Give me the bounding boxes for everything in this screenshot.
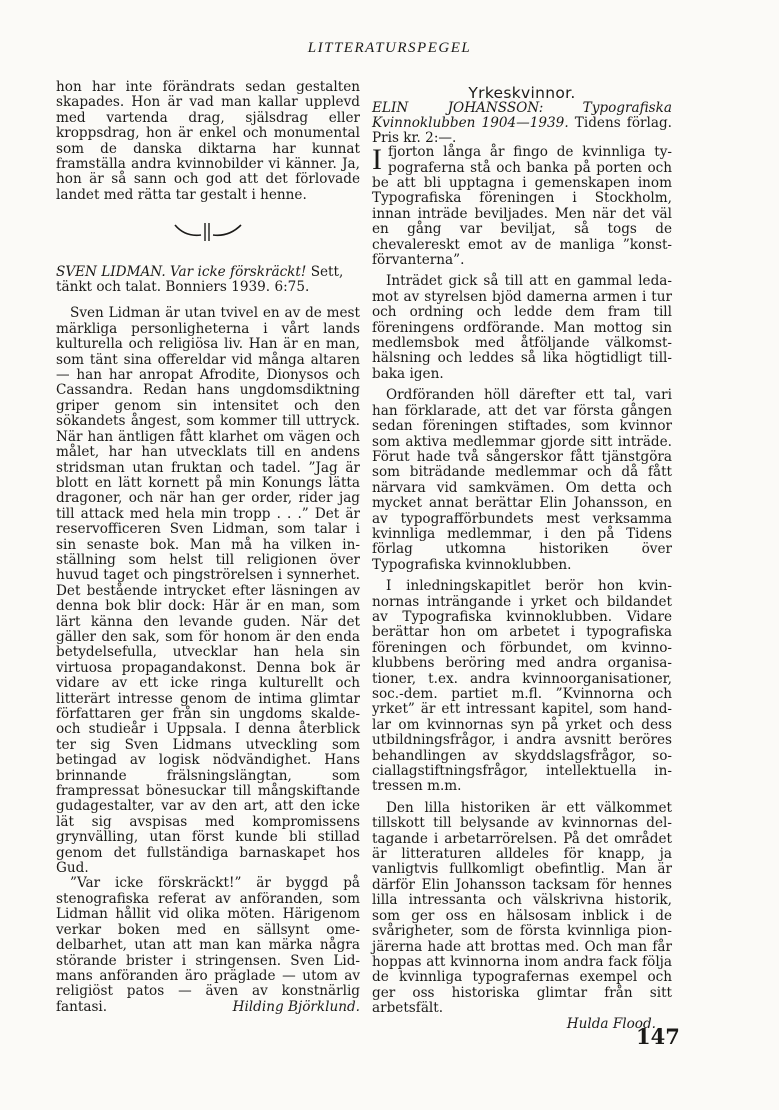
drop-cap: I [372, 143, 382, 177]
review-paragraph: I inledningskapitlet berör hon kvinnornas inträngande i yrket och bildandet av Typografiska kvinnoklubben. Vidare berättar hon om arbetet i typografiska föreningen och förbundet, om kvinnoklubbens beröring med andra organisationer, t.ex. andra kvinnoorganisationer, soc.-dem. partiet m.fl. ”Kvinnorna och yrket” är ett intressant kapitel, som handlar om kvinnornas syn på yrket och dess utbildningsfrågor, i andra avsnitt beröres behandlingen av skyddslagsfrågor, sociallagstiftningsfrågor, intellektuella intressen m.m. [372, 578, 672, 795]
review-paragraph: Den lilla historiken är ett välkommet tillskott till belysande av kvinnornas deltagande i arbetarrörelsen. På det området är litteraturen alldeles för knapp, ja vanligtvis fullkomligt obefintlig. Man är därför Elin Johansson tacksam för hennes lilla intressanta och välskrivna historik, som ger oss en hälsosam inblick i de svårigheter, som de första kvinnliga pionjärerna hade att brottas med. Och man får hoppas att kvinnorna inom andra fack följa de kvinnliga typografernas exempel och ger oss historiska glimtar från sitt arbetsfält. [372, 799, 672, 1017]
continuation-paragraph: hon har inte förändrats sedan gestalten skapades. Hon är vad man kallar upplevd med vartenda drag, själsdrag eller kroppsdrag, hon är enkel och monumental som de danska diktarna har kunnat framställa andra kvinnobilder vi känner. Ja, hon är så sann och god att det förlovade landet med rätta tar gestalt i henne. [56, 79, 360, 203]
right-column [372, 86, 672, 1032]
section-divider-ornament [171, 215, 245, 243]
review-signature: Hulda Flood. [566, 1015, 656, 1032]
left-column [56, 80, 360, 1015]
review-paragraph [372, 145, 672, 268]
review-paragraph: Ordföranden höll därefter ett tal, vari han förklarade, att det var första gången sedan föreningen stiftades, som kvinnor som aktiva medlemmar gjorde sitt inträde. Förut hade två sångerskor fått tjänstgöra som biträdande medlemmar och då fått närvara vid samkvämen. Om detta och mycket annat berättar Elin Johansson, en av typografförbundets mest verksamma kvinnliga medlemmar, i den på Tidens förlag utkomna historiken över Typografiska kvinnoklubben. [372, 387, 672, 573]
page-number: 147 [636, 1024, 680, 1049]
review-book-title: Var icke förskräckt! [169, 264, 307, 281]
review-book-title: Typografiska Kvinnoklubben 1904—1939. [372, 100, 672, 131]
review-paragraph: Inträdet gick så till att en gammal ledamot av styrelsen bjöd damerna armen i tur och ordning och ledde dem fram till föreningens ordförande. Man mottog sin medlemsbok med åtföljande välkomsthälsning och leddes så lika högtidligt tillbaka igen. [372, 273, 672, 382]
review-heading [56, 265, 360, 294]
running-header: LITTERATURSPEGEL [307, 40, 472, 56]
review-signature: Hilding Björklund. [232, 998, 360, 1015]
review-paragraph-text: fjorton långa år fingo de kvinnliga typograferna stå och banka på porten och be att bli upptagna i gemenskapen inom Typografiska föreningen i Stockholm, innan inträde beviljades. Men när det väl en gång var beviljat, så togs de chevalereskt emot av de manliga ”konstförvanterna”. [372, 144, 672, 269]
review-paragraph: Sven Lidman är utan tvivel en av de mest märkliga personligheterna i vårt lands kulturella och religiösa liv. Han är en man, som tänt sina offereldar vid många altaren — han har anropat Afrodite, Dionysos och Cassandra. Redan hans ungdomsdiktning griper genom sin intensitet och den sökandets ångest, som kommer till uttryck. När han äntligen fått klarhet om vägen och målet, har han utvecklats till en andens stridsman utan fruktan och tadel. ”Jag är blott en lätt kornett på min Konungs lätta dragoner, och när han ger order, rider jag till attack med hela min tropp . . .” Det är reservofficeren Sven Lidman, som talar i sin senaste bok. Man må ha vilken inställning som helst till religionen över huvud taget och pingströrelsen i synnerhet. Det bestående intrycket efter läsningen av denna bok blir dock: Här är en man, som lärt känna den levande guden. När det gäller den sak, som för honom är den enda betydelsefulla, utvecklar han hela sin virtuosa propagandakonst. Denna bok är vidare av ett icke ringa kulturellt och litterärt intresse genom de intima glimtar författaren ger från sin ungdoms skalde- och studieår i Uppsala. I denna återblick ter sig Sven Lidmans utveckling som betingad av logisk nödvändighet. Hans brinnande frälsningslängtan, som frampressat bönesuckar till mångskiftande gudagestalter, var av den art, att den icke lät sig avspisas med kompromissens grynvälling, utan först kunde bli stillad genom det fullständiga barnaskapet hos Gud. [56, 305, 360, 877]
review-publication-info: Sett, tänkt och talat. Bonniers 1939. 6:75. [56, 264, 344, 295]
review-heading [372, 101, 672, 145]
review-paragraph [56, 876, 360, 1015]
review-publication-info: Tidens förlag. Pris kr. 2:—. [372, 115, 672, 146]
review-author: SVEN LIDMAN. [56, 264, 166, 281]
review-author: ELIN JOHANSSON: [372, 100, 544, 117]
section-title: Yrkeskvinnor. [468, 84, 576, 102]
review-paragraph-text: ”Var icke förskräckt!” är byggd på stenografiska referat av anföranden, som Lidman hållit vid olika möten. Härigenom verkar boken med en sällsynt omedelbarhet, utan att man kan märka några störande brister i stringensen. Sven Lidmans anföranden äro präglade — utom av religiöst patos — även av konstnärlig fantasi. [56, 875, 360, 1015]
